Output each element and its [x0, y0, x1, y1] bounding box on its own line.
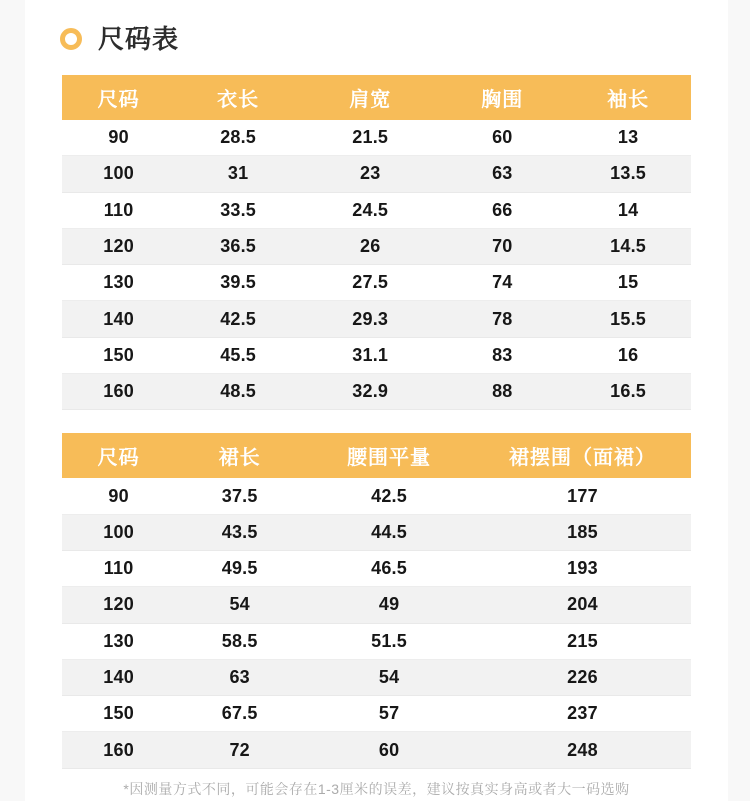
- table-cell: 120: [62, 587, 175, 623]
- table-cell: 14: [565, 192, 691, 228]
- section-title-row: [25, 0, 728, 52]
- size-table-top: [62, 75, 691, 410]
- table-cell: 51.5: [304, 623, 474, 659]
- table-cell: 16.5: [565, 374, 691, 410]
- table-row: [62, 374, 691, 410]
- header-cell: 肩宽: [301, 75, 439, 120]
- table-cell: 60: [439, 120, 565, 156]
- table-cell: 15: [565, 265, 691, 301]
- table-cell: 90: [62, 478, 175, 514]
- table-cell: 140: [62, 659, 175, 695]
- table-cell: 150: [62, 337, 175, 373]
- table-cell: 74: [439, 265, 565, 301]
- header-cell: 裙摆围（面裙）: [474, 433, 691, 478]
- table-cell: 33.5: [175, 192, 301, 228]
- table-cell: 54: [175, 587, 304, 623]
- header-cell: 尺码: [62, 433, 175, 478]
- table-cell: 120: [62, 228, 175, 264]
- table-cell: 160: [62, 374, 175, 410]
- table-cell: 83: [439, 337, 565, 373]
- table-cell: 21.5: [301, 120, 439, 156]
- table-cell: 45.5: [175, 337, 301, 373]
- header-cell: 胸围: [439, 75, 565, 120]
- table-row: [62, 587, 691, 623]
- table-cell: 160: [62, 732, 175, 768]
- table-cell: 237: [474, 696, 691, 732]
- table-cell: 67.5: [175, 696, 304, 732]
- table-row: [62, 659, 691, 695]
- header-cell: 裙长: [175, 433, 304, 478]
- table-cell: 37.5: [175, 478, 304, 514]
- table-cell: 130: [62, 623, 175, 659]
- table-cell: 32.9: [301, 374, 439, 410]
- table-cell: 60: [304, 732, 474, 768]
- table-cell: 44.5: [304, 514, 474, 550]
- table-cell: 29.3: [301, 301, 439, 337]
- table-cell: 140: [62, 301, 175, 337]
- table-cell: 72: [175, 732, 304, 768]
- table-cell: 110: [62, 192, 175, 228]
- table-cell: 36.5: [175, 228, 301, 264]
- table-row: [62, 228, 691, 264]
- table-cell: 46.5: [304, 550, 474, 586]
- header-cell: 腰围平量: [304, 433, 474, 478]
- table-cell: 42.5: [175, 301, 301, 337]
- table-cell: 16: [565, 337, 691, 373]
- table-cell: 177: [474, 478, 691, 514]
- ring-icon: [60, 28, 82, 50]
- page-title: 尺码表: [98, 24, 180, 54]
- size-table-skirt: [62, 433, 691, 768]
- table-cell: 15.5: [565, 301, 691, 337]
- table-cell: 13: [565, 120, 691, 156]
- table-row: [62, 732, 691, 768]
- header-cell: 衣长: [175, 75, 301, 120]
- table-row: [62, 192, 691, 228]
- table-row: [62, 514, 691, 550]
- table-cell: 14.5: [565, 228, 691, 264]
- table-cell: 48.5: [175, 374, 301, 410]
- table-cell: 28.5: [175, 120, 301, 156]
- table-cell: 24.5: [301, 192, 439, 228]
- table-cell: 31.1: [301, 337, 439, 373]
- table-cell: 88: [439, 374, 565, 410]
- table-row: [62, 550, 691, 586]
- table-cell: 215: [474, 623, 691, 659]
- table-cell: 78: [439, 301, 565, 337]
- table-cell: 130: [62, 265, 175, 301]
- table-row: [62, 265, 691, 301]
- table-cell: 204: [474, 587, 691, 623]
- table-cell: 23: [301, 156, 439, 192]
- table-cell: 57: [304, 696, 474, 732]
- table-row: [62, 696, 691, 732]
- table-row: [62, 623, 691, 659]
- table-cell: 185: [474, 514, 691, 550]
- table-row: [62, 120, 691, 156]
- header-cell: 尺码: [62, 75, 175, 120]
- table-row: [62, 478, 691, 514]
- table-cell: 54: [304, 659, 474, 695]
- table-cell: 150: [62, 696, 175, 732]
- table-cell: 100: [62, 156, 175, 192]
- table-cell: 42.5: [304, 478, 474, 514]
- table-row: [62, 301, 691, 337]
- table-cell: 13.5: [565, 156, 691, 192]
- table-cell: 63: [439, 156, 565, 192]
- table-cell: 110: [62, 550, 175, 586]
- content-sheet: [25, 0, 728, 801]
- table-cell: 43.5: [175, 514, 304, 550]
- table-row: [62, 337, 691, 373]
- table-cell: 100: [62, 514, 175, 550]
- table-cell: 193: [474, 550, 691, 586]
- table-row: [62, 156, 691, 192]
- header-row: [62, 75, 691, 120]
- table-cell: 63: [175, 659, 304, 695]
- header-cell: 袖长: [565, 75, 691, 120]
- table-cell: 49.5: [175, 550, 304, 586]
- table-cell: 49: [304, 587, 474, 623]
- measurement-note: *因测量方式不同，可能会存在1-3厘米的误差，建议按真实身高或者大一码选购: [123, 780, 630, 797]
- table-cell: 27.5: [301, 265, 439, 301]
- table-cell: 31: [175, 156, 301, 192]
- table-cell: 248: [474, 732, 691, 768]
- table-cell: 226: [474, 659, 691, 695]
- table-cell: 90: [62, 120, 175, 156]
- header-row: [62, 433, 691, 478]
- table-cell: 70: [439, 228, 565, 264]
- table-cell: 58.5: [175, 623, 304, 659]
- table-cell: 66: [439, 192, 565, 228]
- table-cell: 26: [301, 228, 439, 264]
- tables-container: [62, 75, 691, 769]
- table-cell: 39.5: [175, 265, 301, 301]
